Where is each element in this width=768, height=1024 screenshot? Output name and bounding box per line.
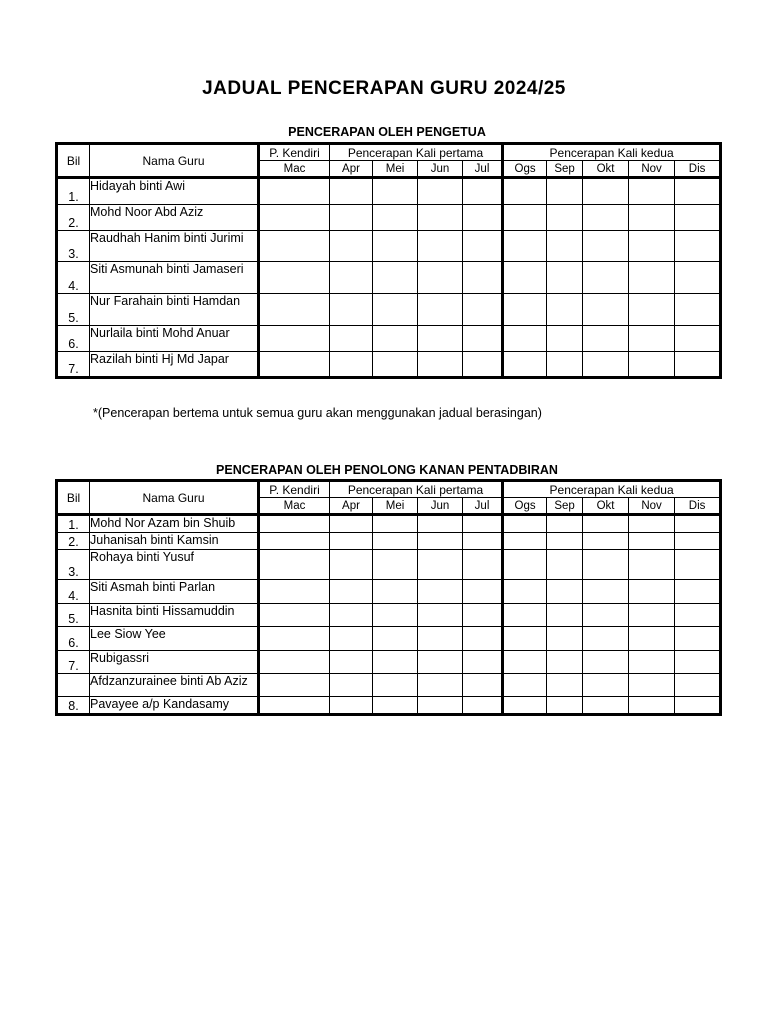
- schedule-cell: [675, 294, 721, 326]
- schedule-cell: [418, 604, 463, 627]
- header-month-dis: Dis: [675, 161, 721, 178]
- header-month-okt: Okt: [583, 498, 629, 515]
- schedule-cell: [373, 326, 418, 352]
- schedule-cell: [463, 178, 503, 205]
- schedule-cell: [259, 294, 330, 326]
- row-teacher-name: Nurlaila binti Mohd Anuar: [90, 326, 259, 352]
- schedule-cell: [463, 352, 503, 378]
- schedule-cell: [503, 651, 547, 674]
- schedule-cell: [629, 515, 675, 533]
- header-month-ogs: Ogs: [503, 161, 547, 178]
- schedule-cell: [629, 205, 675, 231]
- schedule-cell: [259, 604, 330, 627]
- schedule-cell: [675, 580, 721, 604]
- schedule-cell: [259, 326, 330, 352]
- schedule-cell: [503, 604, 547, 627]
- row-bil: 2.: [57, 205, 90, 231]
- header-month-jul: Jul: [463, 161, 503, 178]
- schedule-cell: [503, 178, 547, 205]
- schedule-cell: [373, 550, 418, 580]
- schedule-cell: [583, 651, 629, 674]
- schedule-cell: [418, 326, 463, 352]
- schedule-cell: [373, 674, 418, 697]
- row-bil: 6.: [57, 627, 90, 651]
- schedule-cell: [259, 515, 330, 533]
- table-caption-pengetua: PENCERAPAN OLEH PENGETUA: [288, 125, 486, 139]
- schedule-cell: [418, 231, 463, 262]
- schedule-cell: [373, 515, 418, 533]
- schedule-cell: [330, 352, 373, 378]
- row-bil: 2.: [57, 533, 90, 550]
- schedule-cell: [503, 627, 547, 651]
- schedule-cell: [373, 294, 418, 326]
- schedule-cell: [418, 697, 463, 715]
- schedule-cell: [547, 205, 583, 231]
- row-bil: 7.: [57, 651, 90, 674]
- schedule-cell: [373, 231, 418, 262]
- schedule-cell: [330, 651, 373, 674]
- schedule-cell: [675, 550, 721, 580]
- header-month-mei: Mei: [373, 498, 418, 515]
- header-month-jun: Jun: [418, 498, 463, 515]
- schedule-cell: [373, 604, 418, 627]
- schedule-cell: [418, 533, 463, 550]
- schedule-cell: [503, 674, 547, 697]
- schedule-cell: [547, 178, 583, 205]
- schedule-cell: [330, 515, 373, 533]
- schedule-cell: [259, 178, 330, 205]
- schedule-cell: [463, 515, 503, 533]
- schedule-cell: [583, 533, 629, 550]
- schedule-cell: [583, 580, 629, 604]
- schedule-cell: [463, 262, 503, 294]
- header-month-mei: Mei: [373, 161, 418, 178]
- table-row: [57, 604, 721, 627]
- schedule-cell: [675, 231, 721, 262]
- table-row: [57, 178, 721, 205]
- schedule-cell: [583, 205, 629, 231]
- schedule-cell: [330, 262, 373, 294]
- row-teacher-name: Mohd Noor Abd Aziz: [90, 205, 259, 231]
- schedule-cell: [629, 550, 675, 580]
- schedule-cell: [259, 550, 330, 580]
- schedule-cell: [547, 294, 583, 326]
- schedule-cell: [547, 533, 583, 550]
- schedule-cell: [373, 533, 418, 550]
- row-bil: 1.: [57, 515, 90, 533]
- schedule-cell: [675, 674, 721, 697]
- schedule-cell: [259, 262, 330, 294]
- schedule-cell: [463, 533, 503, 550]
- header-month-nov: Nov: [629, 498, 675, 515]
- table-row: [57, 231, 721, 262]
- row-bil: 3.: [57, 231, 90, 262]
- schedule-cell: [583, 326, 629, 352]
- header-kali-pertama: Pencerapan Kali pertama: [330, 481, 503, 498]
- schedule-cell: [373, 580, 418, 604]
- table-row: [57, 294, 721, 326]
- schedule-cell: [330, 231, 373, 262]
- schedule-cell: [547, 697, 583, 715]
- schedule-cell: [583, 262, 629, 294]
- schedule-cell: [675, 651, 721, 674]
- row-teacher-name: Razilah binti Hj Md Japar: [90, 352, 259, 378]
- schedule-cell: [583, 550, 629, 580]
- table-caption-pk-pentadbiran: PENCERAPAN OLEH PENOLONG KANAN PENTADBIRAN: [216, 463, 558, 477]
- schedule-cell: [259, 697, 330, 715]
- schedule-cell: [418, 352, 463, 378]
- header-month-ogs: Ogs: [503, 498, 547, 515]
- header-month-sep: Sep: [547, 161, 583, 178]
- header-month-jun: Jun: [418, 161, 463, 178]
- row-bil: 4.: [57, 580, 90, 604]
- schedule-cell: [418, 294, 463, 326]
- schedule-cell: [463, 697, 503, 715]
- schedule-cell: [583, 674, 629, 697]
- header-month-okt: Okt: [583, 161, 629, 178]
- row-bil: 4.: [57, 262, 90, 294]
- schedule-cell: [259, 231, 330, 262]
- schedule-cell: [503, 326, 547, 352]
- row-bil: 1.: [57, 178, 90, 205]
- schedule-cell: [259, 352, 330, 378]
- schedule-cell: [418, 205, 463, 231]
- header-month-apr: Apr: [330, 498, 373, 515]
- schedule-cell: [463, 231, 503, 262]
- schedule-cell: [675, 262, 721, 294]
- schedule-cell: [583, 627, 629, 651]
- schedule-cell: [503, 262, 547, 294]
- schedule-cell: [675, 178, 721, 205]
- schedule-cell: [330, 294, 373, 326]
- schedule-cell: [675, 604, 721, 627]
- row-bil: 5.: [57, 294, 90, 326]
- header-month-mac: Mac: [259, 161, 330, 178]
- schedule-cell: [583, 697, 629, 715]
- schedule-cell: [463, 294, 503, 326]
- table-row: [57, 674, 721, 697]
- schedule-cell: [373, 352, 418, 378]
- schedule-cell: [373, 651, 418, 674]
- header-kali-kedua: Pencerapan Kali kedua: [503, 144, 721, 161]
- schedule-cell: [373, 205, 418, 231]
- schedule-cell: [675, 697, 721, 715]
- schedule-cell: [629, 674, 675, 697]
- schedule-cell: [259, 205, 330, 231]
- schedule-cell: [547, 352, 583, 378]
- schedule-cell: [629, 604, 675, 627]
- header-bil: Bil: [57, 481, 90, 515]
- schedule-cell: [547, 580, 583, 604]
- schedule-cell: [418, 674, 463, 697]
- schedule-cell: [583, 178, 629, 205]
- header-month-nov: Nov: [629, 161, 675, 178]
- row-bil: 3.: [57, 550, 90, 580]
- schedule-cell: [463, 651, 503, 674]
- header-month-jul: Jul: [463, 498, 503, 515]
- schedule-cell: [629, 262, 675, 294]
- schedule-cell: [675, 515, 721, 533]
- schedule-cell: [259, 533, 330, 550]
- schedule-cell: [418, 627, 463, 651]
- schedule-cell: [503, 515, 547, 533]
- schedule-cell: [503, 205, 547, 231]
- schedule-cell: [463, 580, 503, 604]
- schedule-table-pk-pentadbiran: [55, 479, 722, 716]
- row-bil: 8.: [57, 697, 90, 715]
- schedule-table-pengetua: [55, 142, 722, 379]
- row-teacher-name: Rohaya binti Yusuf: [90, 550, 259, 580]
- schedule-cell: [503, 352, 547, 378]
- table-row: [57, 651, 721, 674]
- schedule-cell: [503, 697, 547, 715]
- schedule-cell: [503, 294, 547, 326]
- schedule-cell: [418, 580, 463, 604]
- schedule-cell: [418, 651, 463, 674]
- schedule-cell: [629, 178, 675, 205]
- row-teacher-name: Hidayah binti Awi: [90, 178, 259, 205]
- table-row: [57, 697, 721, 715]
- schedule-cell: [583, 515, 629, 533]
- schedule-cell: [330, 604, 373, 627]
- schedule-cell: [330, 533, 373, 550]
- schedule-cell: [583, 231, 629, 262]
- header-bil: Bil: [57, 144, 90, 178]
- table-row: [57, 580, 721, 604]
- schedule-cell: [330, 326, 373, 352]
- table-row: [57, 205, 721, 231]
- schedule-cell: [418, 262, 463, 294]
- schedule-cell: [503, 550, 547, 580]
- schedule-cell: [503, 231, 547, 262]
- note-text: *(Pencerapan bertema untuk semua guru akan menggunakan jadual berasingan): [93, 406, 542, 420]
- schedule-cell: [463, 205, 503, 231]
- schedule-cell: [418, 550, 463, 580]
- header-kali-pertama: Pencerapan Kali pertama: [330, 144, 503, 161]
- schedule-cell: [330, 627, 373, 651]
- table-row: [57, 550, 721, 580]
- schedule-cell: [675, 205, 721, 231]
- header-p-kendiri: P. Kendiri: [259, 144, 330, 161]
- schedule-cell: [629, 294, 675, 326]
- header-month-apr: Apr: [330, 161, 373, 178]
- row-teacher-name: Afdzanzurainee binti Ab Aziz: [90, 674, 259, 697]
- row-teacher-name: Mohd Nor Azam bin Shuib: [90, 515, 259, 533]
- schedule-cell: [463, 326, 503, 352]
- schedule-cell: [547, 231, 583, 262]
- header-month-mac: Mac: [259, 498, 330, 515]
- schedule-cell: [330, 205, 373, 231]
- schedule-cell: [629, 627, 675, 651]
- schedule-cell: [373, 178, 418, 205]
- schedule-cell: [547, 651, 583, 674]
- row-teacher-name: Raudhah Hanim binti Jurimi: [90, 231, 259, 262]
- table-row: [57, 262, 721, 294]
- schedule-cell: [330, 178, 373, 205]
- schedule-cell: [463, 604, 503, 627]
- row-teacher-name: Hasnita binti Hissamuddin: [90, 604, 259, 627]
- schedule-cell: [463, 627, 503, 651]
- schedule-cell: [259, 674, 330, 697]
- schedule-cell: [373, 262, 418, 294]
- schedule-cell: [259, 627, 330, 651]
- row-teacher-name: Nur Farahain binti Hamdan: [90, 294, 259, 326]
- schedule-cell: [547, 262, 583, 294]
- schedule-cell: [547, 550, 583, 580]
- schedule-cell: [583, 604, 629, 627]
- schedule-cell: [629, 533, 675, 550]
- schedule-cell: [330, 697, 373, 715]
- page-title: JADUAL PENCERAPAN GURU 2024/25: [202, 78, 566, 99]
- schedule-cell: [330, 580, 373, 604]
- table-row: [57, 533, 721, 550]
- row-teacher-name: Siti Asmunah binti Jamaseri: [90, 262, 259, 294]
- schedule-cell: [547, 627, 583, 651]
- schedule-cell: [330, 550, 373, 580]
- header-nama-guru: Nama Guru: [90, 144, 259, 178]
- row-bil: 6.: [57, 326, 90, 352]
- schedule-cell: [259, 580, 330, 604]
- schedule-cell: [675, 627, 721, 651]
- row-bil: 7.: [57, 352, 90, 378]
- schedule-cell: [503, 533, 547, 550]
- row-teacher-name: Juhanisah binti Kamsin: [90, 533, 259, 550]
- schedule-cell: [547, 326, 583, 352]
- schedule-cell: [629, 352, 675, 378]
- row-teacher-name: Lee Siow Yee: [90, 627, 259, 651]
- header-p-kendiri: P. Kendiri: [259, 481, 330, 498]
- schedule-cell: [583, 352, 629, 378]
- schedule-cell: [259, 651, 330, 674]
- schedule-cell: [418, 515, 463, 533]
- schedule-cell: [547, 515, 583, 533]
- header-kali-kedua: Pencerapan Kali kedua: [503, 481, 721, 498]
- header-month-dis: Dis: [675, 498, 721, 515]
- schedule-cell: [629, 580, 675, 604]
- table-row: [57, 352, 721, 378]
- schedule-cell: [675, 326, 721, 352]
- row-teacher-name: Siti Asmah binti Parlan: [90, 580, 259, 604]
- schedule-cell: [675, 533, 721, 550]
- row-teacher-name: Pavayee a/p Kandasamy: [90, 697, 259, 715]
- schedule-cell: [629, 651, 675, 674]
- schedule-cell: [463, 550, 503, 580]
- schedule-cell: [330, 674, 373, 697]
- row-teacher-name: Rubigassri: [90, 651, 259, 674]
- schedule-cell: [547, 604, 583, 627]
- header-nama-guru: Nama Guru: [90, 481, 259, 515]
- schedule-cell: [675, 352, 721, 378]
- schedule-cell: [629, 697, 675, 715]
- header-month-sep: Sep: [547, 498, 583, 515]
- schedule-cell: [583, 294, 629, 326]
- schedule-cell: [373, 697, 418, 715]
- schedule-cell: [547, 674, 583, 697]
- row-bil: [57, 674, 90, 697]
- schedule-cell: [629, 326, 675, 352]
- schedule-cell: [373, 627, 418, 651]
- schedule-cell: [418, 178, 463, 205]
- row-bil: 5.: [57, 604, 90, 627]
- table-row: [57, 326, 721, 352]
- schedule-cell: [503, 580, 547, 604]
- schedule-cell: [463, 674, 503, 697]
- schedule-cell: [629, 231, 675, 262]
- table-row: [57, 515, 721, 533]
- table-row: [57, 627, 721, 651]
